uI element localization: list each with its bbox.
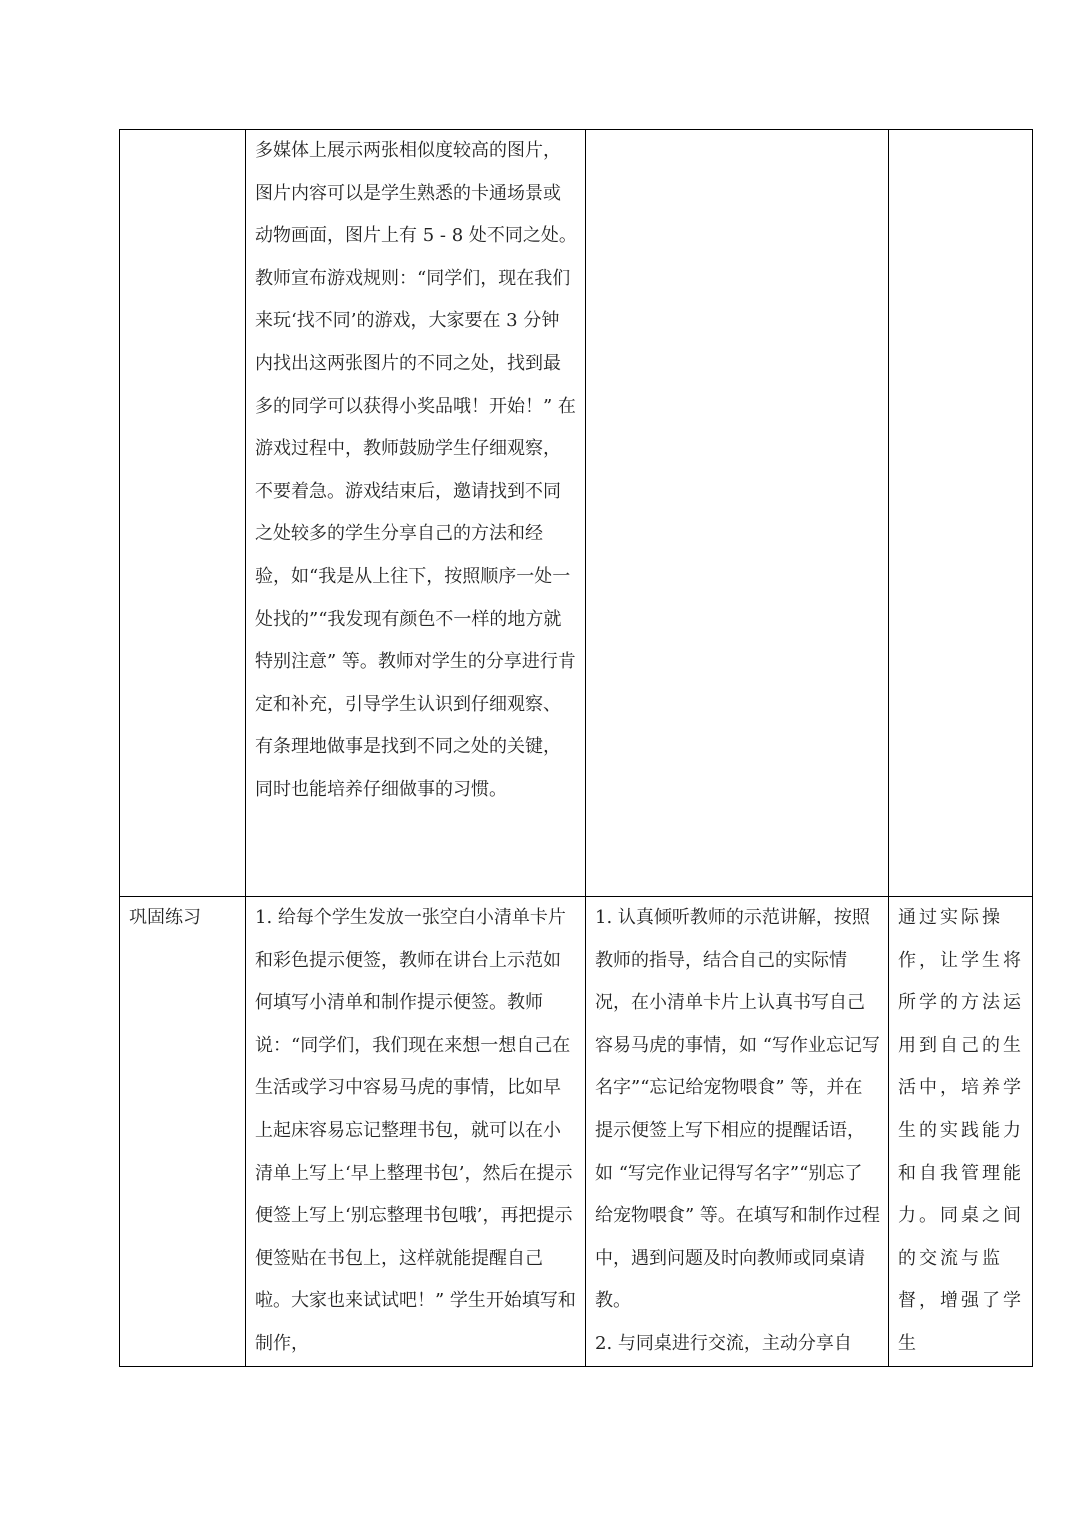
student-item: 1. 认真倾听教师的示范讲解，按照教师的指导，结合自己的实际情况，在小清单卡片上认真书写自己容易马虎的事情，如 “写作业忘记写名字”“忘记给宠物喂食” 等，并在提示便签上写下相应的提醒话语，如 “写完作业记得写名字”“别忘了给宠物喂食” 等。在填写和制作过程中，遇到问题及时向教师或同桌请教。 [595,907,880,1312]
design-intent-cell [889,130,1033,897]
teacher-activity-cell: 1. 给每个学生发放一张空白小清单卡片和彩色提示便签，教师在讲台上示范如何填写小清单和制作提示便签。教师说：“同学们，我们现在来想一想自己在生活或学习中容易马虎的事情，比如早上起床容易忘记整理书包，就可以在小清单上写上‘早上整理书包’，然后在提示便签上写上‘别忘整理书包哦’，再把提示便签贴在书包上，这样就能提醒自己啦。大家也来试试吧！” 学生开始填写和制作， [246,897,586,1367]
teacher-activity-cell: 多媒体上展示两张相似度较高的图片，图片内容可以是学生熟悉的卡通场景或动物画面，图片上有 5 - 8 处不同之处。教师宣布游戏规则：“同学们，现在我们来玩‘找不同’的游戏，大家要在 3 分钟内找出这两张图片的不同之处，找到最多的同学可以获得小奖品哦！开始！” 在游戏过程中，教师鼓励学生仔细观察，不要着急。游戏结束后，邀请找到不同之处较多的学生分享自己的方法和经验，如“我是从上往下，按照顺序一处一处找的”“我发现有颜色不一样的地方就特别注意” 等。教师对学生的分享进行肯定和补充，引导学生认识到仔细观察、有条理地做事是找到不同之处的关键，同时也能培养仔细做事的习惯。 [246,130,586,897]
stage-cell: 巩固练习 [120,897,246,1367]
student-item: 2. 与同桌进行交流，主动分享自 [595,1332,852,1354]
table-row [120,897,1033,1367]
design-intent-cell: 通过实际操作，让学生将所学的方法运用到自己的生活中，培养学生的实践能力和自我管理能力。同桌之间的交流与监督，增强了学生 [889,897,1033,1367]
lesson-plan-table [119,129,1033,1367]
student-activity-cell [586,897,889,1367]
stage-cell [120,130,246,897]
student-activity-cell [586,130,889,897]
table-row [120,130,1033,897]
